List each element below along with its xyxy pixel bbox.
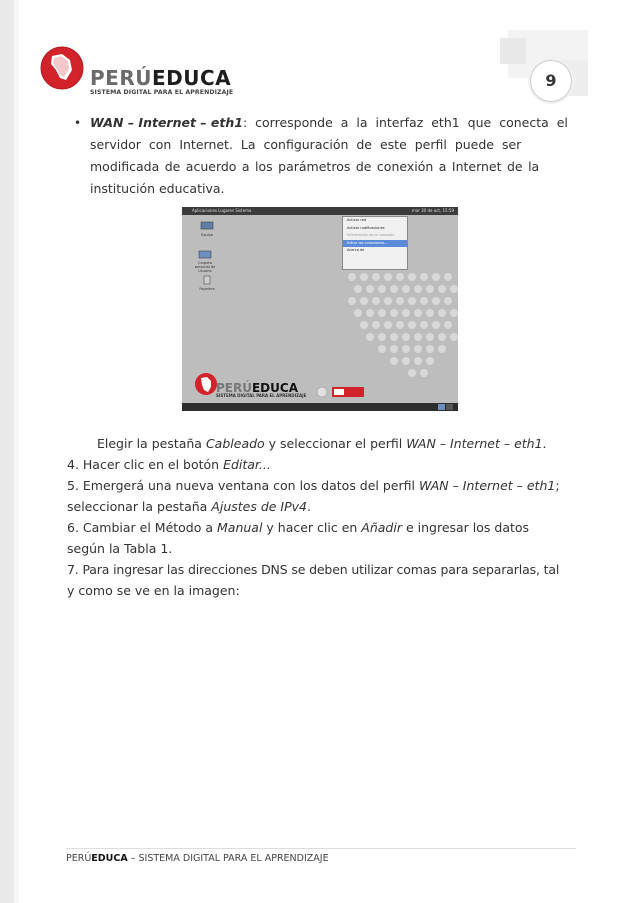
screenshot-clock: mar 30 de oct, 15:59	[411, 208, 454, 213]
page-number: 9	[545, 71, 557, 90]
step-7: 7. Para ingresar las direcciones DNS se deben utilizar comas para separarlas, tal	[67, 562, 560, 577]
footer-text: – SISTEMA DIGITAL PARA EL APRENDIZAJE	[127, 853, 329, 864]
desktop-icon-trash: Papelera	[194, 275, 220, 291]
screenshot-menu-bar: Aplicaciones Lugares Sistema	[192, 208, 252, 213]
page-footer	[66, 853, 329, 864]
screenshot-logo-icon	[194, 370, 218, 398]
step-5: 5. Emergerá una nueva ventana con los datos del perfil WAN – Internet – eth1;	[67, 478, 560, 493]
menu-item-activar-red[interactable]: Activar red	[347, 218, 367, 222]
desktop-icon-home: Carpeta personal de Usuario	[192, 249, 218, 273]
screenshot-logo-wordmark: PERÚEDUCA	[216, 381, 298, 395]
footer-brand-bold: EDUCA	[91, 853, 128, 864]
bullet-line-3: modificada de acuerdo a los parámetros de conexión a Internet de la	[90, 159, 540, 174]
page-number-badge	[530, 60, 572, 102]
desktop-screenshot	[182, 207, 458, 411]
bullet-term: WAN – Internet – eth1	[90, 115, 243, 130]
folder-icon	[198, 249, 212, 259]
footer-brand-light: PERÚ	[66, 853, 92, 864]
menu-item-acerca-de[interactable]: Acerca de	[347, 248, 365, 252]
network-menu-popup	[342, 216, 408, 270]
screenshot-bottom-panel	[182, 403, 458, 411]
logo-word-bold: EDUCA	[151, 66, 232, 90]
step-5-cont: seleccionar la pestaña Ajustes de IPv4.	[67, 499, 311, 514]
peru-map-icon	[40, 44, 88, 92]
menu-item-activar-notificaciones[interactable]: Activar notificaciones	[347, 225, 385, 230]
step-3: Elegir la pestaña Cableado y seleccionar el perfil WAN – Internet – eth1.	[97, 436, 547, 451]
screenshot-seal-icons	[316, 385, 366, 399]
menu-item-editar-conexiones[interactable]: Editar las conexiones...	[343, 240, 407, 248]
footer-divider	[66, 848, 576, 849]
bullet-dot-icon: •	[74, 116, 82, 130]
desktop-icon-computer: Equipo	[194, 221, 220, 237]
bullet-line-2: servidor con Internet. La configuración de este perfil puede ser	[90, 137, 522, 152]
step-7-cont: y como se ve en la imagen:	[67, 583, 240, 598]
step-6-cont: según la Tabla 1.	[67, 541, 173, 556]
computer-icon	[200, 221, 214, 231]
screenshot-workspace-icon	[438, 404, 454, 410]
menu-item-informacion-conexion: Información de la conexión	[347, 233, 395, 237]
logo-word-light: PERÚ	[90, 66, 152, 90]
bullet-paragraph	[74, 112, 570, 200]
left-margin-bar-light	[14, 0, 19, 903]
steps-text	[67, 433, 570, 601]
step-6: 6. Cambiar el Método a Manual y hacer clic en Añadir e ingresar los datos	[67, 520, 530, 535]
screenshot-logo-tagline: SISTEMA DIGITAL PARA EL APRENDIZAJE	[216, 393, 307, 398]
bullet-line-1: WAN – Internet – eth1: corresponde a la interfaz eth1 que conecta el	[90, 115, 568, 130]
logo-wordmark	[90, 66, 231, 90]
step-4: 4. Hacer clic en el botón Editar...	[67, 457, 271, 472]
logo-tagline: SISTEMA DIGITAL PARA EL APRENDIZAJE	[90, 89, 234, 96]
left-margin-bar	[0, 0, 14, 903]
bullet-line-4: institución educativa.	[90, 181, 225, 196]
trash-icon	[200, 275, 214, 285]
peru-educa-logo	[40, 44, 240, 100]
